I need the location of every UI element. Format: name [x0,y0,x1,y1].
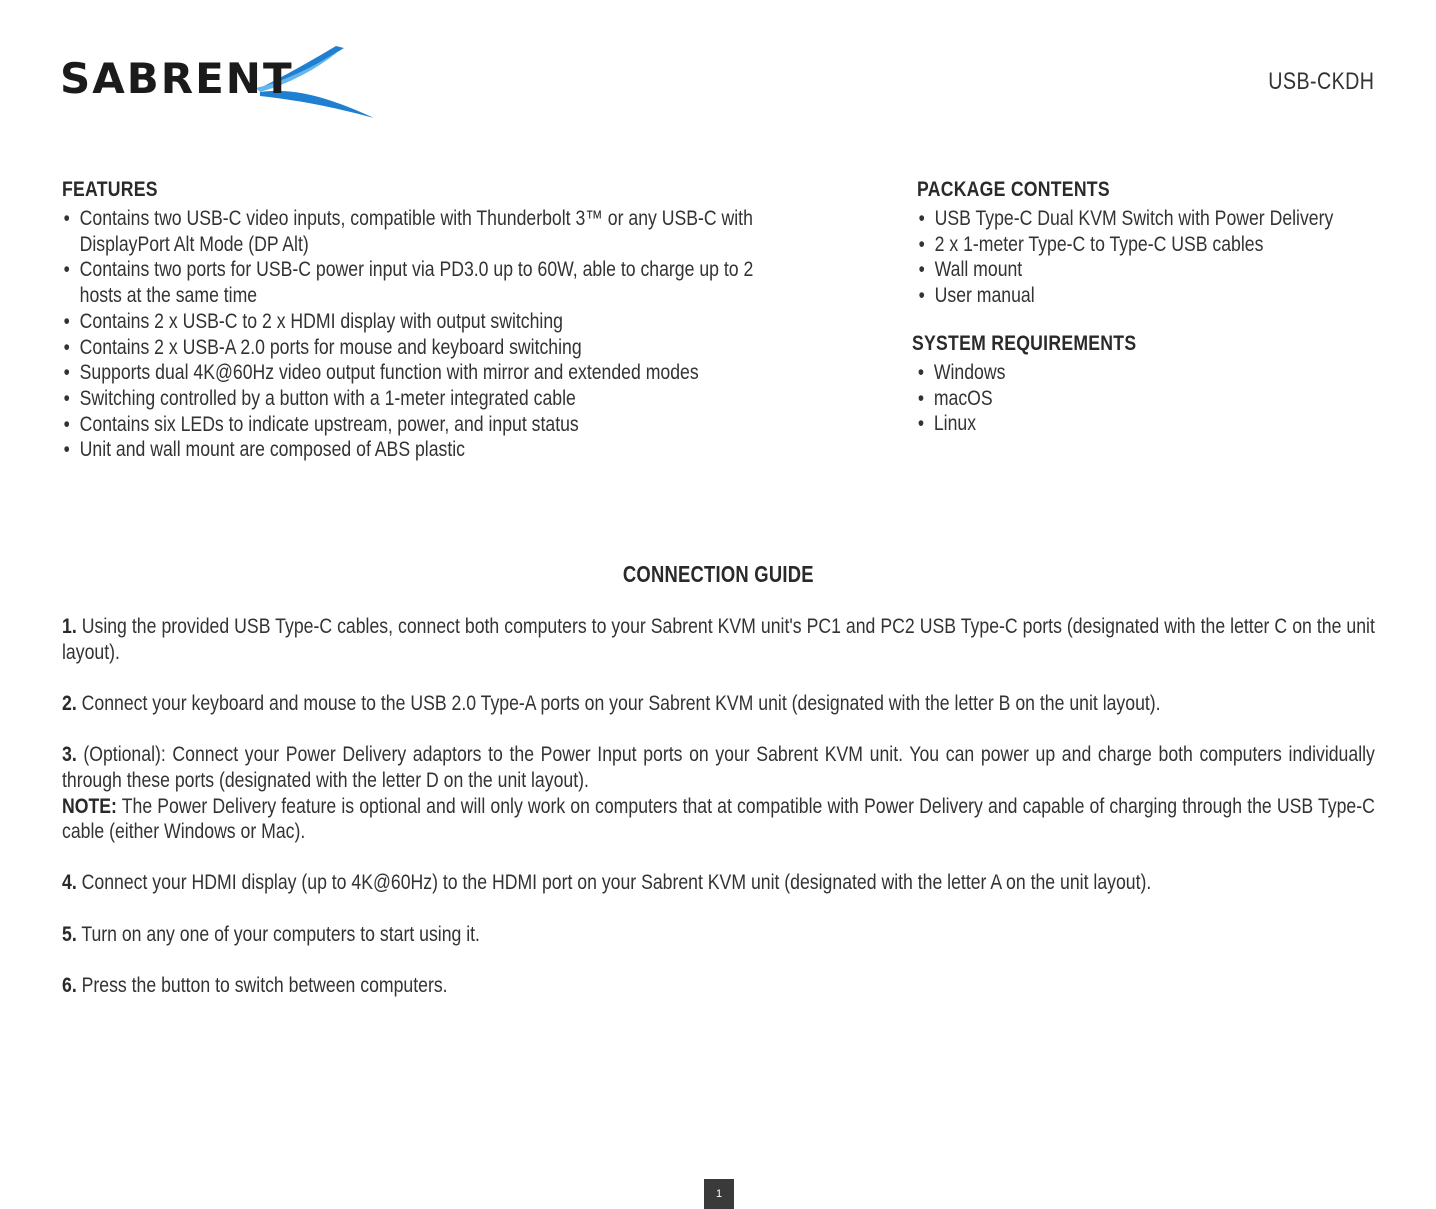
list-item: • Contains two USB-C video inputs, compatible with Thunderbolt 3™ or any USB-C with DisplayPort Alt Mode (DP Alt) [62,206,785,257]
system-requirements-section [912,332,1436,437]
list-item: • macOS [916,386,1382,412]
features-list [62,206,801,463]
list-item: • Supports dual 4K@60Hz video output function with mirror and extended modes [62,360,801,386]
step-item [62,691,1375,717]
brand-name: SABRENT [60,54,294,103]
list-item: • User manual [917,283,1387,309]
note-text: The Power Delivery feature is optional and will only work on computers that at compatible with Power Delivery and capable of charging through the USB Type-C cable (either Windows or Mac). [62,794,1375,844]
step-number: 5. [62,922,77,946]
step-text: Using the provided USB Type-C cables, connect both computers to your Sabrent KVM unit's PC1 and PC2 USB Type-C ports (designated with the letter C on the unit layout). [62,615,1375,664]
list-item: • Linux [916,411,1382,437]
step-item [62,870,1375,896]
step-item [62,614,1375,665]
package-contents-title: PACKAGE CONTENTS [917,178,1110,201]
step-number: 2. [62,691,77,715]
model-number: USB-CKDH [1267,68,1374,95]
step-text: Press the button to switch between computers. [81,973,448,997]
list-item: • Windows [916,360,1382,386]
step-text: Connect your keyboard and mouse to the USB 2.0 Type-A ports on your Sabrent KVM unit (designated with the letter B on the unit layout). [81,691,1161,715]
step-item [62,922,1375,948]
step-note [62,794,1375,845]
features-section [62,178,942,463]
step-number: 6. [62,973,77,997]
step-text: Turn on any one of your computers to start using it. [81,922,480,946]
step-text: (Optional): Connect your Power Delivery adaptors to the Power Input ports on your Sabrent KVM unit. You can power up and charge both computers individually through these ports (designated with the letter D on the unit layout). [62,743,1375,792]
system-requirements-title: SYSTEM REQUIREMENTS [912,332,1137,355]
list-item: • Contains six LEDs to indicate upstream, power, and input status [62,412,801,438]
step-number: 4. [62,871,77,895]
connection-guide-heading [0,561,1436,588]
list-item: • 2 x 1-meter Type-C to Type-C USB cables [917,232,1387,258]
step-number: 3. [62,743,77,767]
list-item: • Switching controlled by a button with a 1-meter integrated cable [62,386,801,412]
features-title: FEATURES [62,178,158,201]
connection-guide-title: CONNECTION GUIDE [622,561,814,587]
list-item: • Unit and wall mount are composed of ABS plastic [62,437,801,463]
list-item: • Wall mount [917,257,1387,283]
step-number: 1. [62,615,77,638]
sabrent-logo [60,44,380,120]
list-item: • Contains two ports for USB-C power input via PD3.0 up to 60W, able to charge up to 2 hosts at the same time [62,257,760,308]
note-label: NOTE: [62,794,117,818]
step-item [62,973,1375,999]
page-number: 1 [704,1179,734,1209]
package-contents-section [917,178,1436,309]
package-contents-list [917,206,1387,309]
list-item: • Contains 2 x USB-A 2.0 ports for mouse and keyboard switching [62,335,801,361]
system-requirements-list [912,360,1382,437]
list-item: • Contains 2 x USB-C to 2 x HDMI display with output switching [62,309,801,335]
list-item: • USB Type-C Dual KVM Switch with Power Delivery [917,206,1387,232]
step-text: Connect your HDMI display (up to 4K@60Hz) to the HDMI port on your Sabrent KVM unit (designated with the letter A on the unit layout). [81,871,1152,895]
connection-steps [62,614,1375,1024]
step-item [62,742,1375,845]
